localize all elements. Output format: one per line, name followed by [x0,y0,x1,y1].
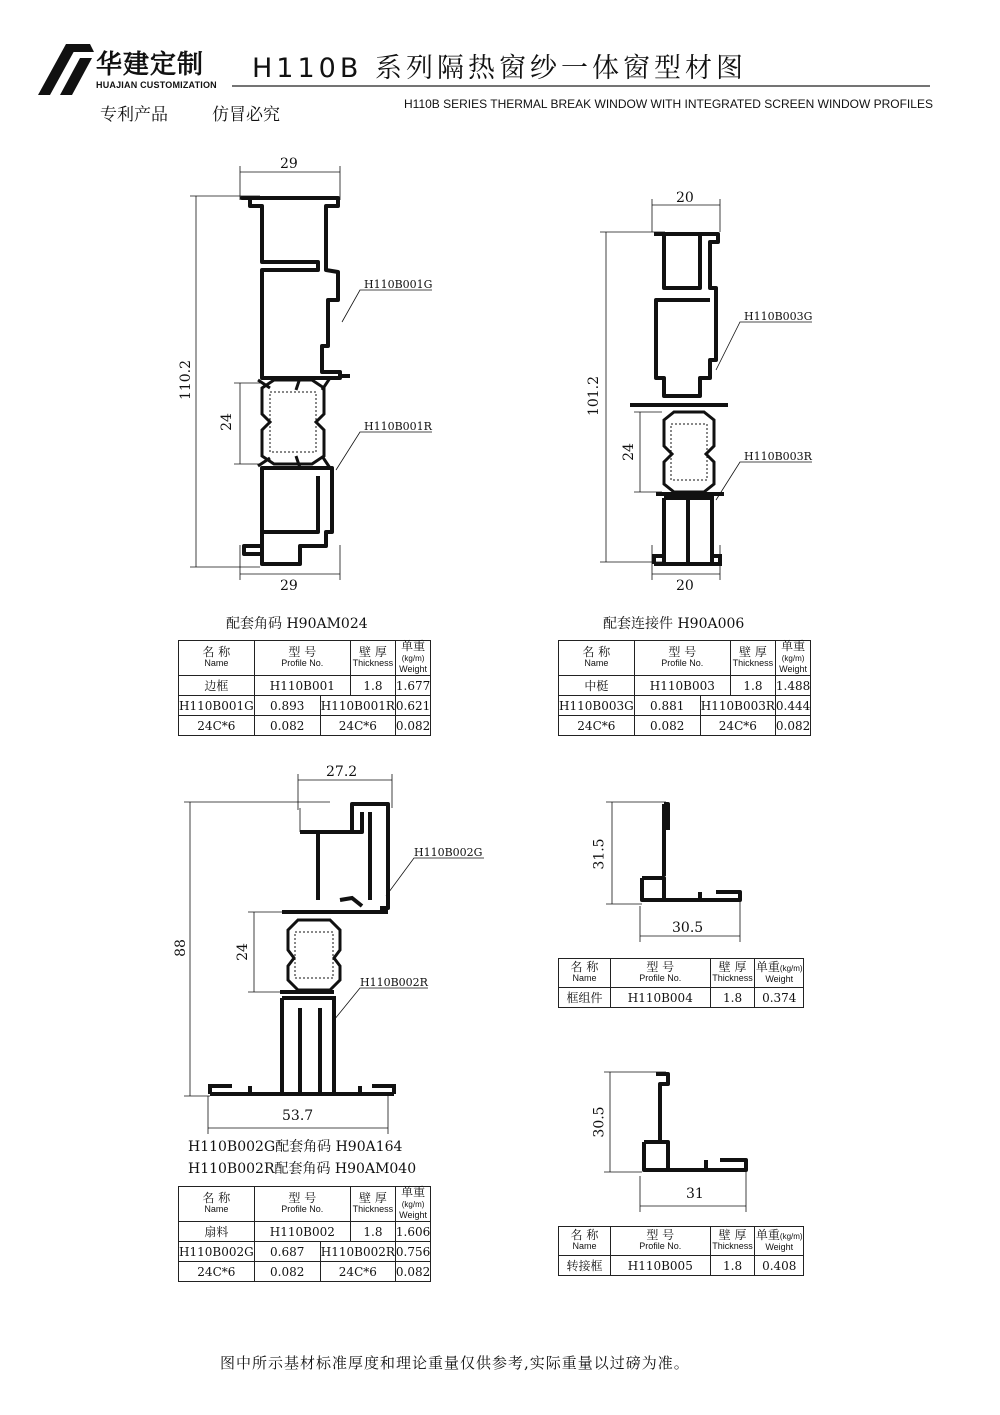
table-cell: 0.756 [395,1242,430,1262]
spec-table-h110b005 [558,1226,804,1276]
table-cell: H110B001G [179,696,255,716]
table-cell: 名 称 Name [559,959,611,988]
dim-bottom-width: 53.7 [282,1108,314,1124]
table-cell: H110B004 [610,988,710,1008]
dim-top-width: 29 [280,156,298,172]
table-cell: 0.082 [254,1262,320,1282]
table-cell: 0.881 [634,696,700,716]
table-cell: 1.677 [395,676,430,696]
table-row [179,716,431,736]
dim-strip: 24 [218,413,235,431]
table-cell: 0.374 [755,988,804,1008]
table-row [179,676,431,696]
table-cell: 24C*6 [320,716,395,736]
dim-width: 31 [686,1186,704,1202]
table-cell: 名 称 Name [179,641,255,676]
label-part-g: H110B003G [744,310,813,323]
table-cell: 型 号 Profile No. [610,1227,710,1256]
table-cell: 单重(kg/m) Weight [395,1187,430,1222]
table-cell: 0.408 [755,1256,804,1276]
slogan-counterfeit: 仿冒必究 [212,105,280,125]
dim-strip: 24 [234,943,251,961]
table-cell: 0.687 [254,1242,320,1262]
caption-corner: 配套角码 H90AM024 [226,616,368,632]
table-cell: 0.082 [775,716,810,736]
table-cell: 24C*6 [179,716,255,736]
dim-height: 110.2 [178,359,195,401]
table-cell: 0.082 [395,716,430,736]
dim-bottom-width: 20 [676,578,694,594]
table-cell: H110B002R [320,1242,395,1262]
table-cell: 壁 厚 Thickness [710,959,755,988]
dim-height: 101.2 [586,375,603,417]
table-row [559,988,804,1008]
table-header-row [179,641,431,676]
dim-top-width: 27.2 [326,764,358,780]
table-cell: 24C*6 [700,716,775,736]
label-part-r: H110B003R [744,450,812,463]
table-cell: 1.8 [710,1256,755,1276]
spec-table-h110b002 [178,1186,431,1282]
table-cell: 名 称 Name [559,641,635,676]
dim-width: 30.5 [672,920,704,936]
table-cell: 0.621 [395,696,430,716]
table-header-row [559,1227,804,1256]
dim-top-width: 20 [676,190,694,206]
table-cell: 1.488 [775,676,810,696]
table-cell: 型 号 Profile No. [610,959,710,988]
table-cell: 1.606 [395,1222,430,1242]
table-cell: 名 称 Name [179,1187,255,1222]
profile-h110b003-drawing [600,199,812,580]
label-part-r: H110B001R [364,420,432,433]
table-row [179,696,431,716]
table-cell: 1.8 [710,988,755,1008]
table-row [559,676,811,696]
table-cell: 壁 厚 Thickness [710,1227,755,1256]
table-cell: 0.893 [254,696,320,716]
profile-h110b001-drawing [190,166,432,580]
table-cell: 1.8 [730,676,775,696]
table-cell: H110B003 [634,676,730,696]
dim-strip: 24 [620,443,637,461]
table-cell: 单重(kg/m) Weight [395,641,430,676]
table-row [179,1222,431,1242]
table-cell: 边框 [179,676,255,696]
table-cell: 1.8 [350,1222,395,1242]
table-cell: H110B002 [254,1222,350,1242]
table-cell: 24C*6 [179,1262,255,1282]
table-cell: H110B002G [179,1242,255,1262]
label-part-g: H110B001G [364,278,433,291]
profile-h110b005-drawing [604,1072,746,1212]
table-row [179,1242,431,1262]
caption-connector: 配套连接件 H90A006 [603,616,745,632]
dim-height: 88 [172,939,189,957]
spec-table-h110b004 [558,958,804,1008]
table-cell: 壁 厚 Thickness [350,1187,395,1222]
table-row [559,1256,804,1276]
table-cell: 单重(kg/m) Weight [755,959,804,988]
table-cell: 0.444 [775,696,810,716]
table-cell: H110B003G [559,696,635,716]
table-cell: 型 号 Profile No. [634,641,730,676]
page-title: H110B 系列隔热窗纱一体窗型材图 [252,53,747,84]
table-cell: H110B001 [254,676,350,696]
table-cell: H110B003R [700,696,775,716]
table-cell: 扇料 [179,1222,255,1242]
page-subtitle: H110B SERIES THERMAL BREAK WINDOW WITH INTEGRATED SCREEN WINDOW PROFILES [404,97,933,111]
caption-corner-g: H110B002G配套角码 H90A164 [188,1139,403,1155]
table-cell: 型 号 Profile No. [254,1187,350,1222]
caption-corner-r: H110B002R配套角码 H90AM040 [188,1161,417,1177]
table-cell: H110B005 [610,1256,710,1276]
table-cell: 单重(kg/m) Weight [755,1227,804,1256]
logo-text-cn: 华建定制 [96,50,205,80]
table-cell: H110B001R [320,696,395,716]
table-cell: 壁 厚 Thickness [730,641,775,676]
table-header-row [559,959,804,988]
footer-note: 图中所示基材标准厚度和理论重量仅供参考,实际重量以过磅为准。 [220,1354,690,1372]
table-cell: 壁 厚 Thickness [350,641,395,676]
logo-mark-icon [38,44,94,95]
spec-table-h110b001 [178,640,431,736]
table-cell: 24C*6 [320,1262,395,1282]
spec-table-h110b003 [558,640,811,736]
table-cell: 0.082 [254,716,320,736]
slogan-patent: 专利产品 [100,105,168,125]
profile-h110b002-drawing [184,774,484,1134]
table-header-row [179,1187,431,1222]
table-cell: 名 称 Name [559,1227,611,1256]
dim-height: 31.5 [591,838,608,870]
table-header-row [559,641,811,676]
table-cell: 0.082 [634,716,700,736]
table-cell: 0.082 [395,1262,430,1282]
table-cell: 单重(kg/m) Weight [775,641,810,676]
table-cell: 中梃 [559,676,635,696]
label-part-r: H110B002R [360,976,428,989]
table-row [559,696,811,716]
label-part-g: H110B002G [414,846,483,859]
table-cell: 转接框 [559,1256,611,1276]
logo-text-en: HUAJIAN CUSTOMIZATION [96,80,217,90]
table-cell: 型 号 Profile No. [254,641,350,676]
table-row [559,716,811,736]
table-cell: 1.8 [350,676,395,696]
table-row [179,1262,431,1282]
table-cell: 框组件 [559,988,611,1008]
dim-bottom-width: 29 [280,578,298,594]
table-cell: 24C*6 [559,716,635,736]
dim-height: 30.5 [591,1106,608,1138]
